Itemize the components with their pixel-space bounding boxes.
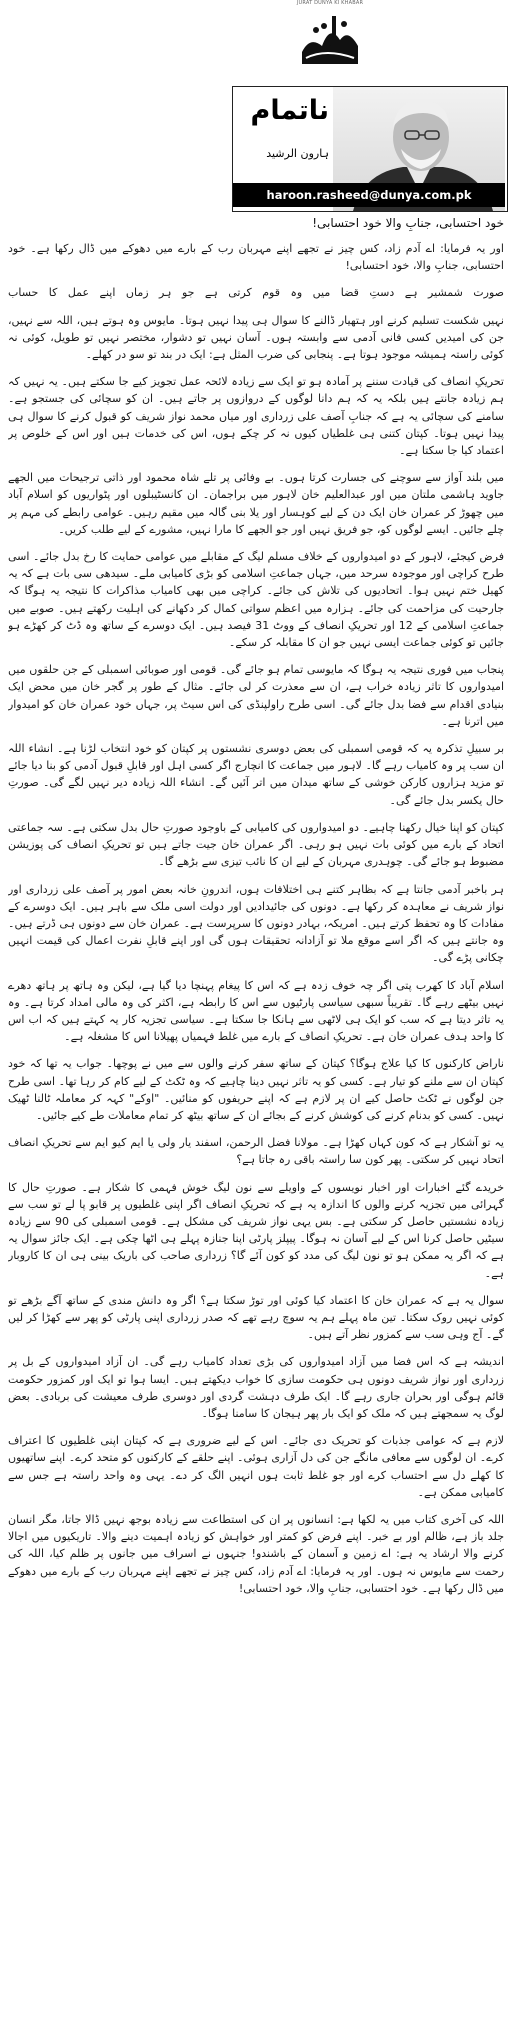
article-body <box>8 240 504 2016</box>
article-headline: خود احتسابی، جنابِ والا خود احتسابی! <box>312 216 504 230</box>
article-paragraph: لازم ہے کہ عوامی جذبات کو تحریک دی جائے۔ اس کے لیے ضروری ہے کہ کپتان اپنی غلطیوں کا اعتراف کرے۔ ان لوگوں سے معافی مانگے جن کی دل آزاری ہوئی۔ اپنے حلقے کے کارکنوں کو متحد کرے۔ اپنے ساتھیوں کا کھلے دل سے احتساب کرے اور جو غلط ثابت ہوں انہیں الگ کر دے۔ یہی وہ واحد راستہ ہے جس سے کامیابی ممکن ہے۔ <box>8 1434 504 1499</box>
article-paragraph: میں بلند آواز سے سوچنے کی جسارت کرتا ہوں۔ بے وفائی پر تلے شاہ محمود اور ذاتی ترجیحات میں الجھے جاوید ہاشمی ملتان میں اور عبدالعلیم خان لاہور میں براجمان۔ ان کانسٹیبلوں اور پٹواریوں کو اسلام آباد میں چھوڑ کر عمران خان ایک دن کے لیے کوہسار اور یلا بنی گالہ میں مقیم رہیں۔ عوامی رابطے کی مہم پر چلے جائیں۔ ایسے لوگوں کو، جو فریق نہیں اور جو الجھے کا مارا نہیں، مشورے کے لیے طلب کریں۔ <box>8 471 504 536</box>
article-paragraph: اللہ کی آخری کتاب میں یہ لکھا ہے: انسانوں پر ان کی استطاعت سے زیادہ بوجھ نہیں ڈالا جاتا، مگر انسان جلد باز ہے، ظالم اور بے خبر۔ اپنے فرض کو کمتر اور خواہش کو زیادہ اہمیت دینے والا۔ تاریکیوں میں اجالا کرنے والا ارشاد یہ ہے: اے زمین و آسمان کے باشندو! جنہوں نے اسراف میں جانوں پر ظلم کیا، اللہ کی رحمت سے مایوس نہ ہوں۔ اور یہ فرمایا: اے آدم زاد، کس چیز نے تجھے اپنے مہربان رب کے بارے میں دھوکے میں ڈال رکھا ہے۔ خود احتسابی، جنابِ والا، خود احتسابی! <box>8 1513 504 1595</box>
author-email[interactable]: haroon.rasheed@dunya.com.pk <box>233 183 505 207</box>
column-title: ناتمام <box>250 95 329 126</box>
article-paragraph: خریدے گئے اخبارات اور اخبار نویسوں کے واویلے سے نون لیگ خوش فہمی کا شکار ہے۔ صورتِ حال کا گہرائی میں تجزیہ کرنے والوں کا اندازہ یہ ہے کہ تحریکِ انصاف اگر اپنی غلطیوں پر قابو پا لے تو سب سے زیادہ نشستیں حاصل کر سکتی ہے۔ بس یہی نواز شریف کی مشکل ہے۔ قومی اسمبلی کی 90 سے زیادہ سیٹیں حاصل کرنا اس کے لیے آسان نہ ہوگا۔ پیپلز پارٹی اپنا جنازہ پہلے ہی اٹھا چکی ہے۔ ایک جائز سوال یہ ہے کہ اگر یہ ممکن ہو تو نون لیگ کی مدد کو کون آئے گا؟ زرداری صاحب کی باریک بینی ہی ان کا کاروبار ہے۔ <box>8 1180 504 1280</box>
dunya-logo[interactable] <box>296 6 364 72</box>
article-paragraph: ہر باخبر آدمی جانتا ہے کہ بظاہر کتنے ہی اختلافات ہوں، اندرونِ خانہ بعض امور پر آصف علی زرداری اور نواز شریف نے معاہدہ کر رکھا ہے۔ دونوں کی جائیدادیں اور دولت اسی ملک سے باہر ہیں۔ ایک دوسرے کے مفادات کا وہ تحفظ کرتے ہیں۔ امریکہ، بہادر دونوں کا سرپرست ہے۔ عمران خان سے دونوں ہی ڈرتے ہیں۔ وہ جانتے ہیں کہ اگر اسے موقع ملا تو آزادانہ تحقیقات ہوں گی اور اپنے قابلِ نفرت اعمال کی قیمت انہیں چکانی پڑے گی۔ <box>8 882 504 965</box>
article-paragraph: ناراض کارکنوں کا کیا علاج ہوگا؟ کپتان کے ساتھ سفر کرنے والوں سے میں نے پوچھا۔ جواب یہ تھا کہ خود کپتان ان سے ملنے کو تیار ہے۔ کسی کو یہ تاثر نہیں دینا چاہیے کہ وہ ٹکٹ کے لیے کام کر رہا تھا۔ اسی طرح جن لوگوں نے ٹکٹ حاصل کیے ان پر لازم ہے کہ اپنے حریفوں کو منائیں۔ "اوکے" کہہ کر معاملہ ٹالنا ٹھیک نہیں۔ کسی کو بدنام کرنے کی کوشش کرنے کے بجائے ان کے ساتھ بیٹھ کر تمام معاملات طے کیے جائیں۔ <box>8 1057 504 1122</box>
article-paragraph: فرض کیجئے، لاہور کے دو امیدواروں کے خلاف مسلم لیگ کے مقابلے میں عوامی حمایت کا رخ بدل جائے۔ اسی طرح کراچی اور موجودہ سرحد میں، جہاں جماعتِ اسلامی کو بڑی کامیابی ملے۔ سیدھی سی بات ہے کہ یہ کھیل ختم نہیں ہوا۔ اتحادیوں کی تلاش کی جائے۔ کراچی میں بھی کامیاب مذاکرات کا نتیجہ یہ ہوگا کہ جارحیت کی مزاحمت کی جائے۔ ہزارہ میں اعظم سواتی کمال کر دکھانے کی اہلیت رکھتے ہیں۔ صوبے میں جماعتِ اسلامی کے 12 اور تحریکِ انصاف کے ووٹ 31 فیصد ہیں۔ ایک دوسرے کے ساتھ وہ ڈٹ کر کھڑے ہو جائیں تو کوئی جماعت ایسی نہیں جو ان کا مقابلہ کر سکے۔ <box>8 550 504 650</box>
article-paragraph: اسلام آباد کا کھرب پتی اگر چہ خوف زدہ ہے کہ اس کا پیغام پہنچا دیا گیا ہے، لیکن وہ ہاتھ پر ہاتھ دھرے نہیں بیٹھے رہے گا۔ تقریباً سبھی سیاسی پارٹیوں سے اس کا رابطہ ہے، اکثر کی وہ مالی امداد کرتا ہے۔ وہ یہ تاثر دیتا ہے کہ سب کو ایک ہی لاٹھی سے ہانکا جا سکتا ہے۔ سیاسی تجزیہ کار یہ کہتے ہیں کہ اب اس کا واحد ہدف عمران خان ہے۔ تحریکِ انصاف کے بارے میں غلط فہمیاں پھیلانا اس کا مشغلہ ہے۔ <box>8 978 504 1044</box>
masthead <box>0 0 512 84</box>
article-paragraph: یہ تو آشکار ہے کہ کون کہاں کھڑا ہے۔ مولانا فضل الرحمن، اسفند یار ولی یا ایم کیو ایم سے تحریکِ انصاف اتحاد نہیں کر سکتی۔ پھر کون سا راستہ باقی رہ جاتا ہے؟ <box>8 1136 504 1167</box>
article-paragraph: نہیں شکست تسلیم کرنے اور ہتھیار ڈالنے کا سوال ہی پیدا نہیں ہوتا۔ مایوس وہ ہوتے ہیں، اللہ سے نہیں، جن کی امیدیں کسی فانی آدمی سے وابستہ ہوں۔ آسان نہیں تو دشوار، مختصر نہیں تو طویل، کوئی نہ کوئی راستہ ہمیشہ موجود ہوتا ہے۔ پنجابی کی ضرب المثل ہے: ایک در بند تو سو در کھلے۔ <box>8 313 504 362</box>
article-paragraph: اندیشہ ہے کہ اس فضا میں آزاد امیدواروں کی بڑی تعداد کامیاب رہے گی۔ ان آزاد امیدواروں کے بل پر زرداری اور نواز شریف دونوں ہی حکومت سازی کا خواب دیکھتے ہیں۔ ایسا ہوا تو ایک اور کمزور حکومت قائم ہوگی اور بحران جاری رہے گا۔ ایک طرف دہشت گردی اور دوسری طرف معیشت کی بربادی۔ بعض لوگ یہ سمجھتے ہیں کہ ملک کو ایک بار پھر ہیجان کا سامنا ہوگا۔ <box>8 1355 504 1420</box>
article-verse: صورت شمشیر ہے دستِ قضا میں وہ قوم کرتی ہے جو ہر زماں اپنے عمل کا حساب <box>8 286 504 300</box>
logo-text: دنیا <box>329 46 331 47</box>
article-paragraph: پنجاب میں فوری نتیجہ یہ ہوگا کہ مایوسی تمام ہو جائے گی۔ قومی اور صوبائی اسمبلی کے جن حلقوں میں امیدواروں کا تاثر زیادہ خراب ہے، ان سے معذرت کر لی جائے۔ مثال کے طور پر گجر خان میں محض ایک بنیادی اقدام سے فضا بدل جائے گی۔ اسی طرح راولپنڈی کی اس سیٹ پر، جہاں خود عمران خان کو امیدوار میں اترنا ہے۔ <box>8 663 504 728</box>
article-paragraph: سوال یہ ہے کہ عمران خان کا اعتماد کیا کوئی اور توڑ سکتا ہے؟ اگر وہ دانش مندی کے ساتھ آگے بڑھے تو کوئی نہیں روک سکتا۔ تین ماہ پہلے ہم یہ سوچ رہے تھے کہ صدر زرداری اپنی پارٹی کو پھر سے کھڑا کر لیں گے۔ آج وہی سب سے کمزور نظر آتے ہیں۔ <box>8 1293 504 1342</box>
article-paragraph: بر سبیلِ تذکرہ یہ کہ قومی اسمبلی کی بعض دوسری نشستوں پر کپتان کو خود انتخاب لڑنا ہے۔ انشاء اللہ ان سب پر وہ کامیاب رہے گا۔ لاہور میں جماعت کا انچارج اگر کسی اہل اور قابلِ قبول آدمی کو بنا دیا جائے تو مزید ہزاروں کارکن خوشی کے ساتھ میدان میں اتر آئیں گے۔ انشاء اللہ زیادہ دیر نہیں لگے گی۔ صورتِ حال یکسر بدل جائے گی۔ <box>8 742 504 807</box>
column-byline-box <box>232 86 508 212</box>
article-paragraph: اور یہ فرمایا: اے آدم زاد، کس چیز نے تجھے اپنے مہربان رب کے بارے میں دھوکے میں ڈال رکھا ہے۔ خود احتسابی، جنابِ والا، خود احتسابی! <box>8 242 504 273</box>
masthead-tagline: JURAT DUNYA KI KHABAR <box>296 0 364 6</box>
article-paragraph: کپتان کو اپنا خیال رکھنا چاہیے۔ دو امیدواروں کی کامیابی کے باوجود صورتِ حال بدل سکتی ہے۔ سہ جماعتی اتحاد کے بارے میں کوئی بات نہیں ہو رہی۔ اگر عمران خان جیت جاتے ہیں تو تحریکِ انصاف کی پوزیشن مضبوط ہو جائے گی۔ چوہدری مہربان کے لیے ان کا نائب تیزی سے بڑھے گا۔ <box>8 820 504 869</box>
article-paragraph: تحریکِ انصاف کی قیادت سننے پر آمادہ ہو تو ایک سے زیادہ لائحہ عمل تجویز کیے جا سکتے ہیں۔ یہ نہیں کہ ہم زیادہ جانتے ہیں بلکہ یہ کہ ہم دانا لوگوں کے دروازوں پر جاتے ہیں۔ ان کو سچائی کی جستجو ہے۔ سامنے کی سچائی یہ ہے کہ جنابِ آصف علی زرداری اور میاں محمد نواز شریف کو قبول کرنے کا سوال ہی پیدا نہیں ہوتا۔ کپتان کتنی ہی غلطیاں کیوں نہ کر چکے ہوں، اس کی خدمات ہیں اور اس کے خلوص پر اعتماد کیا جا سکتا ہے۔ <box>8 375 504 458</box>
column-author: ہارون الرشید <box>266 147 329 160</box>
